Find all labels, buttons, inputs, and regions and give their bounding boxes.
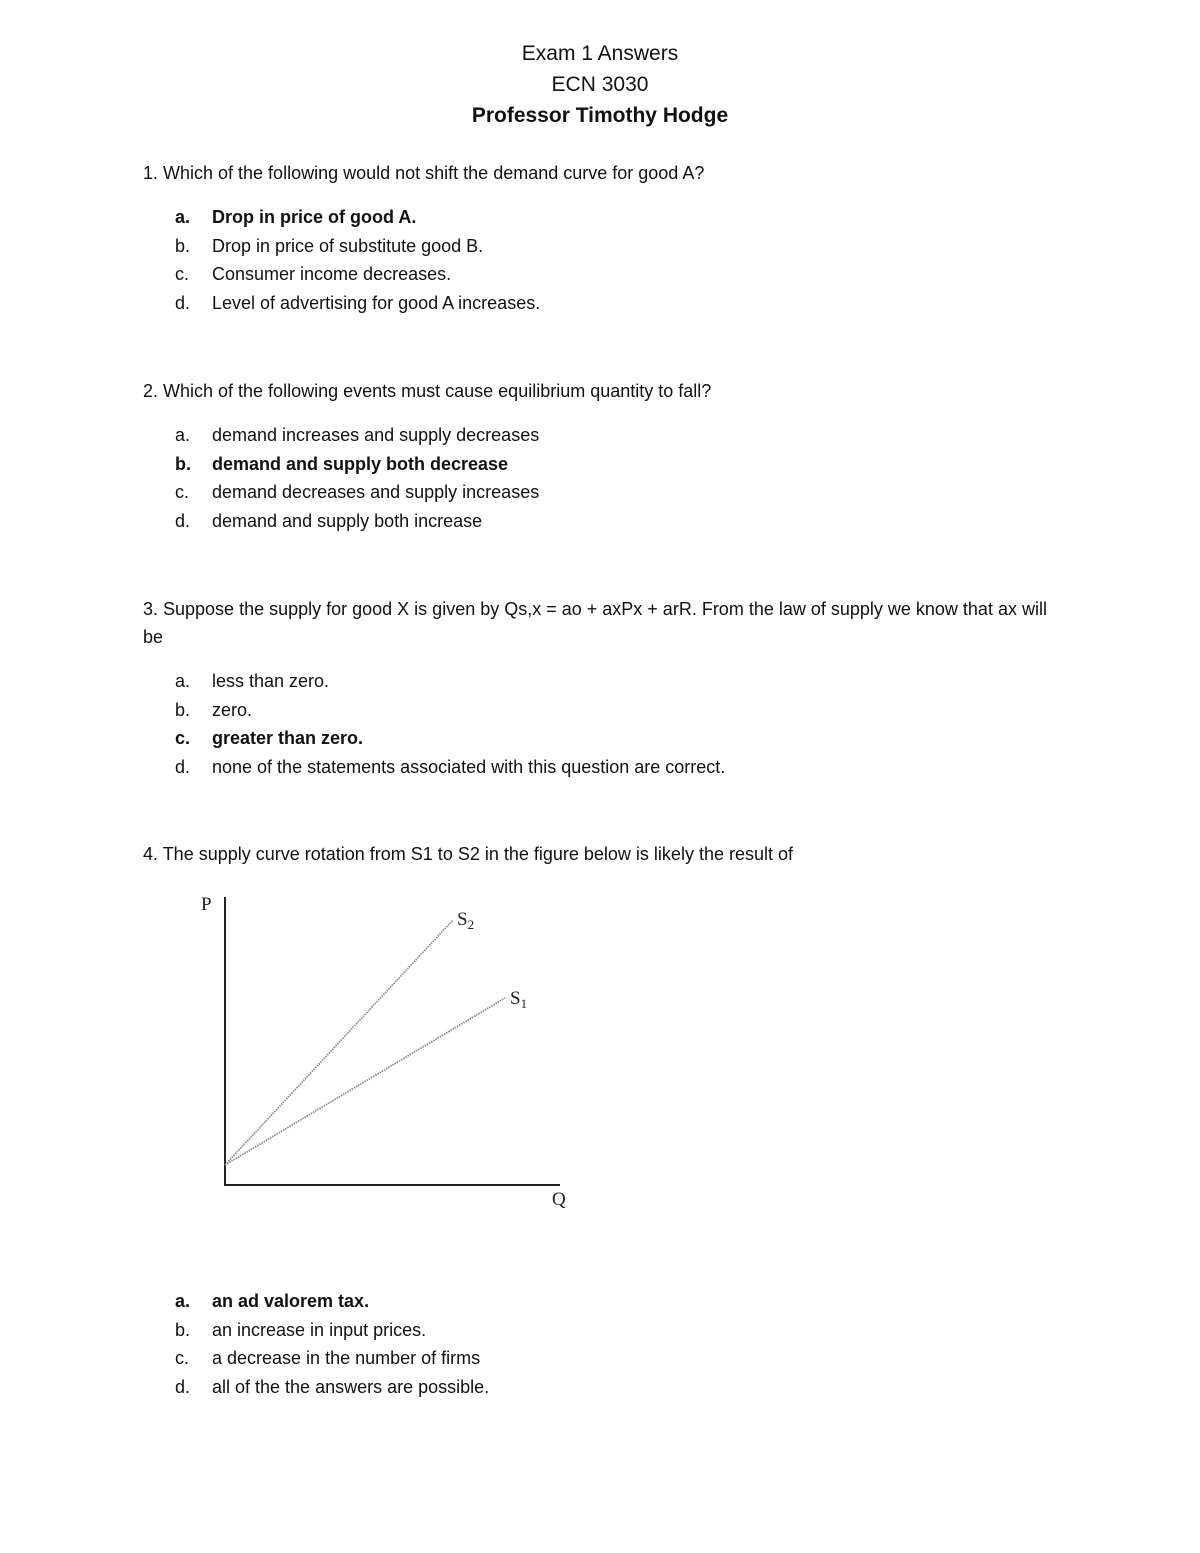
question-3-option-a xyxy=(175,667,1055,696)
question-4-option-b xyxy=(175,1316,1055,1345)
option-letter: a. xyxy=(175,425,191,445)
option-text: less than zero. xyxy=(212,671,330,691)
question-1-option-d xyxy=(175,289,1055,318)
course-code: ECN 3030 xyxy=(551,73,649,96)
y-axis-label: P xyxy=(201,894,212,915)
question-3-text: 3. Suppose the supply for good X is given by Qs,x = ao + axPx + arR. From the law of supply we know that ax will be xyxy=(143,599,1047,647)
question-1-text: 1. Which of the following would not shift the demand curve for good A? xyxy=(143,163,705,183)
option-letter: d. xyxy=(175,1376,191,1397)
question-2-option-b xyxy=(175,450,1055,479)
s1-label xyxy=(510,988,527,1011)
option-letter: d. xyxy=(175,292,191,313)
option-letter: c. xyxy=(175,728,191,748)
question-1-option-c xyxy=(175,260,1055,289)
question-4-option-a xyxy=(175,1287,1055,1316)
option-letter: a. xyxy=(175,207,191,227)
option-letter: b. xyxy=(175,1319,191,1340)
option-text: none of the statements associated with this question are correct. xyxy=(212,756,726,777)
option-letter: b. xyxy=(175,453,191,474)
option-letter: a. xyxy=(175,671,191,691)
option-letter: c. xyxy=(175,1348,190,1368)
question-2-option-c xyxy=(175,478,1055,507)
option-text: demand increases and supply decreases xyxy=(212,425,540,445)
question-3-option-b xyxy=(175,696,1055,725)
question-3-options xyxy=(175,667,1055,781)
question-1-option-a xyxy=(175,203,1055,232)
question-3-option-d xyxy=(175,753,1055,782)
s2-label-main: S xyxy=(457,909,468,930)
s1-label-sub: 1 xyxy=(520,996,528,1011)
option-text: a decrease in the number of firms xyxy=(212,1348,481,1368)
s2-label xyxy=(457,909,474,932)
option-letter: c. xyxy=(175,264,190,284)
question-2-option-a xyxy=(175,421,1055,450)
x-axis-label: Q xyxy=(552,1189,566,1210)
document-title: Exam 1 Answers xyxy=(521,42,679,65)
option-letter: c. xyxy=(175,482,190,502)
option-letter: a. xyxy=(175,1291,191,1311)
question-1-options xyxy=(175,203,1055,317)
option-letter: d. xyxy=(175,510,191,531)
question-2-option-d xyxy=(175,507,1055,536)
option-text: demand decreases and supply increases xyxy=(212,482,540,502)
question-4-text: 4. The supply curve rotation from S1 to S2 in the figure below is likely the result of xyxy=(143,844,793,864)
document-header xyxy=(0,38,1200,131)
option-text: zero. xyxy=(212,699,253,720)
s1-curve xyxy=(225,998,505,1165)
question-4-option-d xyxy=(175,1373,1055,1402)
option-text: an increase in input prices. xyxy=(212,1319,427,1340)
option-text: Consumer income decreases. xyxy=(212,264,452,284)
s2-label-sub: 2 xyxy=(467,917,475,932)
question-1-option-b xyxy=(175,232,1055,261)
professor-name: Professor Timothy Hodge xyxy=(471,104,729,127)
option-text: Drop in price of good A. xyxy=(212,207,417,227)
question-2-options xyxy=(175,421,1055,535)
option-letter: b. xyxy=(175,235,191,256)
option-text: an ad valorem tax. xyxy=(212,1291,370,1311)
question-3-option-c xyxy=(175,724,1055,753)
option-text: Level of advertising for good A increases. xyxy=(212,292,541,313)
supply-curve-figure xyxy=(190,885,590,1220)
option-text: all of the the answers are possible. xyxy=(212,1376,490,1397)
supply-curve-svg xyxy=(190,885,590,1220)
option-letter: b. xyxy=(175,699,191,720)
question-4-options xyxy=(175,1287,1055,1401)
option-text: demand and supply both increase xyxy=(212,510,483,531)
option-text: demand and supply both decrease xyxy=(212,453,509,474)
option-text: Drop in price of substitute good B. xyxy=(212,235,484,256)
option-text: greater than zero. xyxy=(212,728,364,748)
s2-curve xyxy=(225,920,453,1165)
s1-label-main: S xyxy=(510,988,521,1009)
question-4-option-c xyxy=(175,1344,1055,1373)
option-letter: d. xyxy=(175,756,191,777)
question-2-text: 2. Which of the following events must cause equilibrium quantity to fall? xyxy=(143,381,712,401)
